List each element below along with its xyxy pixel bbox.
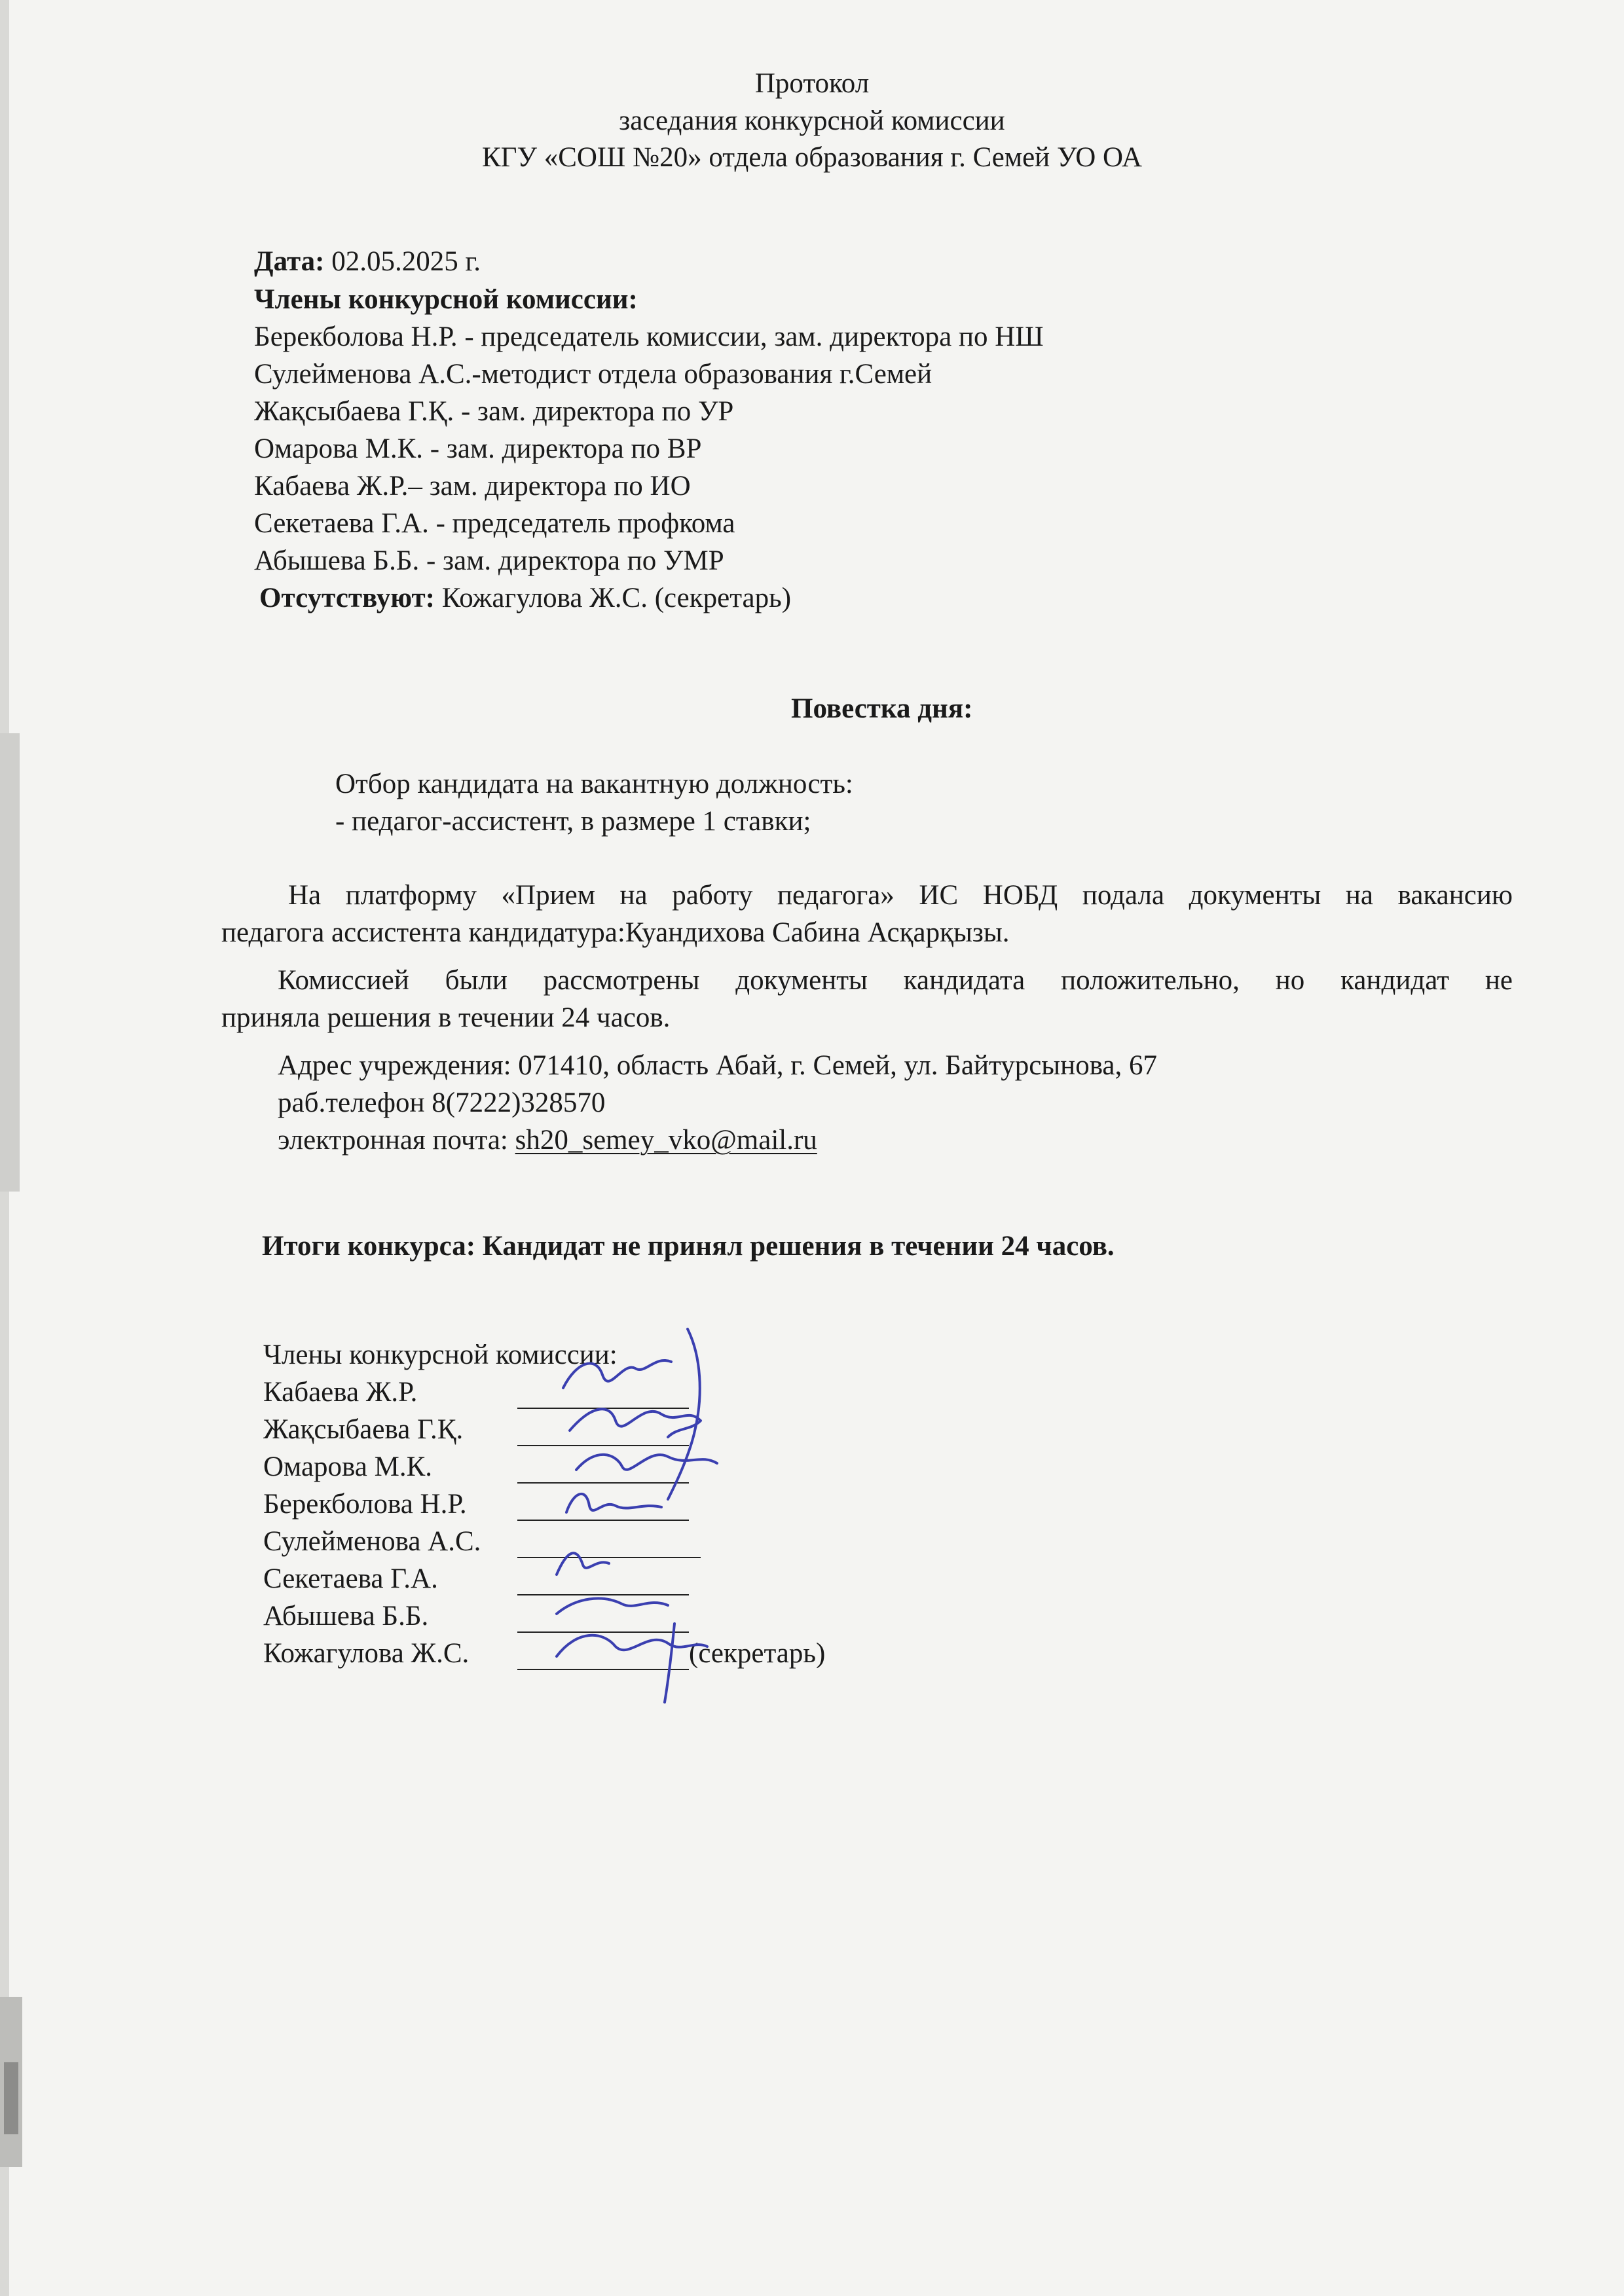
- handwritten-signatures: [537, 1316, 747, 1709]
- signature-name: Абышева Б.Б.: [263, 1601, 429, 1631]
- absent-line: [259, 580, 791, 617]
- signature-name: Берекболова Н.Р.: [263, 1489, 467, 1520]
- result-text: Итоги конкурса: Кандидат не принял решения в течении 24 часов.: [262, 1231, 1115, 1262]
- signature-name: Сулейменова А.С.: [263, 1526, 481, 1557]
- signature-name: Жақсыбаева Г.Қ.: [263, 1414, 464, 1445]
- organization-name: КГУ «СОШ №20» отдела образования г. Семей УО ОА: [481, 142, 1143, 173]
- paragraph-2-line-1: Комиссией были рассмотрены документы кандидата положительно, но кандидат не: [278, 965, 1513, 996]
- signature-name: Омарова М.К.: [263, 1451, 433, 1482]
- document-subtitle: заседания конкурсной комиссии: [619, 105, 1005, 136]
- scan-edge-shadow: [0, 0, 39, 2296]
- document-title: Протокол: [754, 68, 870, 99]
- agenda-position: - педагог-ассистент, в размере 1 ставки;: [335, 806, 811, 837]
- member-item: Омарова М.К. - зам. директора по ВР: [254, 433, 702, 464]
- paragraph-1-line-1: На платформу «Прием на работу педагога» ИС НОБД подала документы на вакансию: [288, 880, 1513, 911]
- paragraph-1-line-2: педагога ассистента кандидатура:Куандихова Сабина Асқарқызы.: [221, 917, 1010, 948]
- signature-name: Кабаева Ж.Р.: [263, 1377, 418, 1408]
- email-link[interactable]: sh20_semey_vko@mail.ru: [515, 1125, 817, 1156]
- address-line: Адрес учреждения: 071410, область Абай, г. Семей, ул. Байтурсынова, 67: [278, 1050, 1158, 1081]
- member-item: Кабаева Ж.Р.– зам. директора по ИО: [254, 471, 691, 501]
- member-item: Сулейменова А.С.-методист отдела образования г.Семей: [254, 359, 932, 390]
- date-line: [254, 244, 481, 280]
- members-label: Члены конкурсной комиссии:: [254, 284, 638, 315]
- member-item: Абышева Б.Б. - зам. директора по УМР: [254, 545, 724, 576]
- signatures-label: Члены конкурсной комиссии:: [263, 1339, 618, 1370]
- member-item: Жақсыбаева Г.Қ. - зам. директора по УР: [254, 396, 734, 427]
- date-label: Дата:: [254, 246, 325, 277]
- date-value: 02.05.2025 г.: [324, 246, 481, 277]
- signature-name: Кожагулова Ж.С.: [263, 1638, 470, 1669]
- email-line: [278, 1122, 817, 1159]
- phone-line: раб.телефон 8(7222)328570: [278, 1087, 606, 1118]
- absent-label: Отсутствуют:: [259, 583, 435, 613]
- signature-name: Секетаева Г.А.: [263, 1563, 438, 1594]
- paragraph-2-line-2: приняла решения в течении 24 часов.: [221, 1002, 671, 1033]
- absent-value: Кожагулова Ж.С. (секретарь): [434, 583, 792, 613]
- member-item: Берекболова Н.Р. - председатель комиссии, зам. директора по НШ: [254, 321, 1044, 352]
- email-label: электронная почта:: [278, 1125, 515, 1156]
- agenda-title: Повестка дня:: [791, 693, 973, 724]
- agenda-item: Отбор кандидата на вакантную должность:: [335, 769, 853, 799]
- member-item: Секетаева Г.А. - председатель профкома: [254, 508, 735, 539]
- secretary-note: (секретарь): [689, 1638, 826, 1669]
